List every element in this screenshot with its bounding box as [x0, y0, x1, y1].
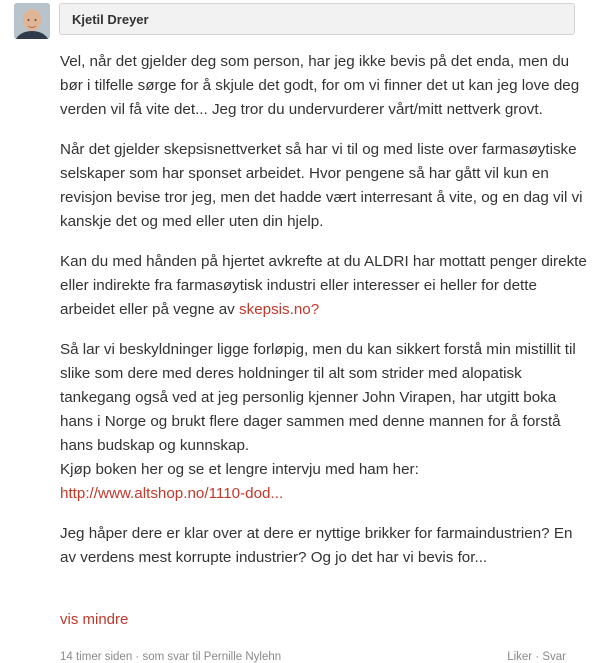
- comment-header: [59, 3, 575, 35]
- comment-paragraph: [60, 338, 590, 506]
- user-avatar-icon: [14, 3, 50, 39]
- comment-meta: 14 timer siden · som svar til Pernille Nylehn: [60, 651, 282, 663]
- paragraph-text: Kjøp boken her og se et lengre intervju med ham her:: [60, 461, 419, 478]
- avatar[interactable]: [14, 3, 50, 39]
- comment-paragraph: [60, 250, 590, 322]
- reply-to[interactable]: som svar til Pernille Nylehn: [142, 651, 282, 663]
- paragraph-text: Så lar vi beskyldninger ligge forløpig, men du kan sikkert forstå min mistillit til slike som dere med deres holdninger til alt som strider med alopatisk tankegang også ved at jeg personlig kjenner John Virapen, har utgitt boka hans i Norge og brukt flere dager sammen med denne mannen for å forstå hans budskap og kunnskap.: [60, 341, 576, 454]
- comment-paragraph: Jeg håper dere er klar over at dere er nyttige brikker for farmaindustrien? En av verdens mest korrupte industrier? Og jo det har vi bevis for...: [60, 525, 573, 566]
- comment-body: [60, 50, 590, 586]
- skepsis-link[interactable]: skepsis.no?: [239, 301, 320, 318]
- paragraph-text: Kan du med hånden på hjertet avkrefte at du ALDRI har mottatt penger direkte eller indirekte fra farmasøytisk industri eller interesser ei heller for dette arbeidet eller på vegne av: [60, 253, 587, 318]
- comment-paragraph: Når det gjelder skepsisnettverket så har vi til og med liste over farmasøytiske selskaper som har sponset arbeidet. Hvor pengene så har gått vil kun en revisjon bevise tror jeg, men det hadde vært interresant å vite, og en dag vil vi kanskje det og med eller uten din hjelp.: [60, 141, 583, 230]
- show-less-link[interactable]: vis mindre: [60, 611, 129, 628]
- altshop-link[interactable]: http://www.altshop.no/1110-dod...: [60, 485, 284, 502]
- author-name[interactable]: Kjetil Dreyer: [72, 12, 149, 27]
- comment-actions[interactable]: Liker · Svar: [507, 651, 566, 663]
- comment-paragraph: Vel, når det gjelder deg som person, har jeg ikke bevis på det enda, men du bør i tilfelle sørge for å skjule det godt, for om vi finner det ut kan jeg love deg verden vil få vite det... Jeg tror du undervurderer vårt/mitt nettverk grovt.: [60, 53, 580, 118]
- timestamp[interactable]: 14 timer siden: [60, 651, 133, 663]
